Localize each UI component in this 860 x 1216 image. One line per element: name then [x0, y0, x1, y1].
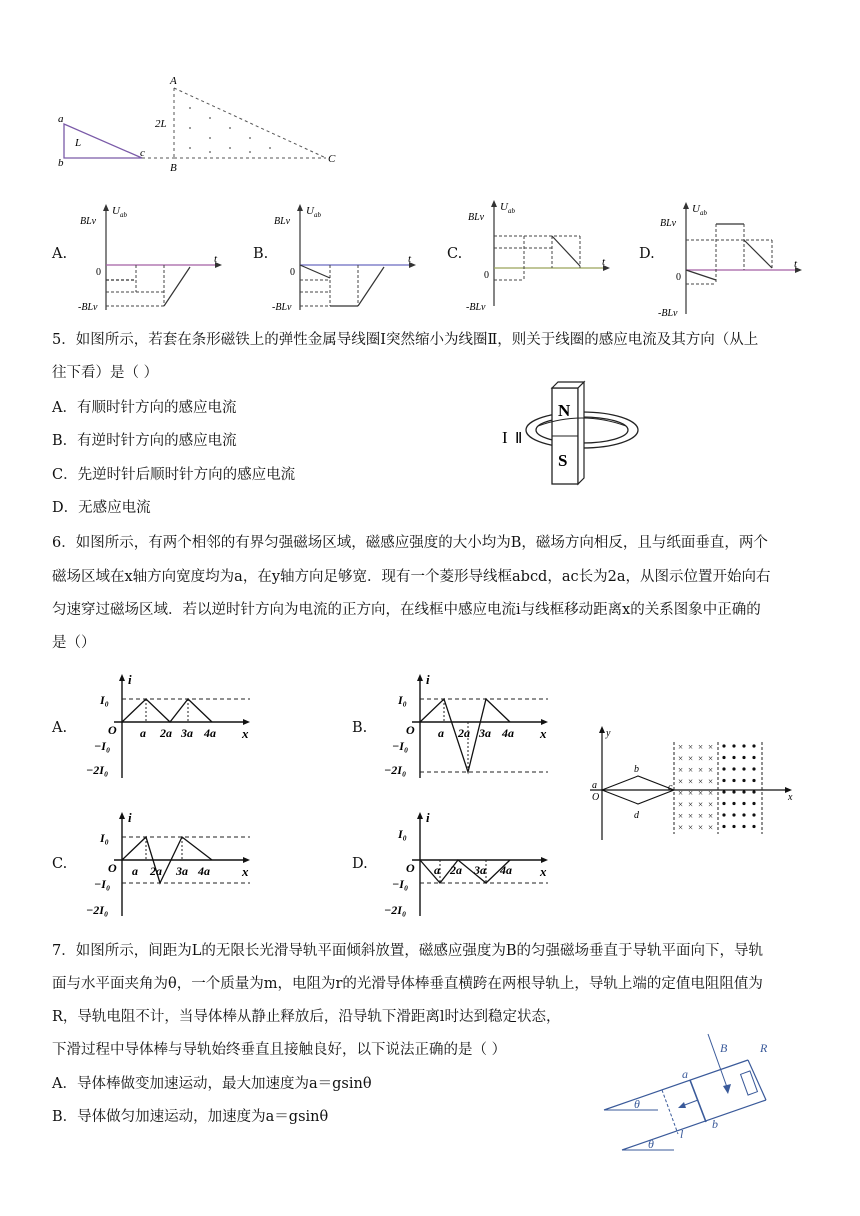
- field-out-of-page-mark: [732, 813, 735, 816]
- svg-text:O: O: [406, 861, 415, 875]
- svg-text:−I₀: −I₀: [392, 877, 409, 891]
- q7-option-a[interactable]: A．导体棒做变加速运动，最大加速度为a＝gsinθ: [52, 1076, 372, 1092]
- field-out-of-page-mark: [722, 825, 725, 828]
- svg-text:0: 0: [290, 267, 295, 278]
- q4-label-c: c: [140, 147, 145, 159]
- svg-text:0: 0: [96, 267, 101, 278]
- svg-text:B: B: [720, 1041, 728, 1055]
- field-into-page-mark: ×: [708, 776, 714, 787]
- svg-text:2a: 2a: [160, 726, 172, 740]
- svg-text:t: t: [602, 256, 606, 268]
- field-into-page-mark: ×: [688, 776, 694, 787]
- field-into-page-mark: ×: [708, 765, 714, 775]
- q6-option-a-label: A.: [52, 720, 68, 736]
- q4-label-A: A: [170, 75, 177, 87]
- svg-text:i: i: [128, 672, 132, 687]
- svg-text:t: t: [794, 258, 798, 270]
- svg-text:O: O: [108, 723, 117, 737]
- field-into-page-mark: ×: [688, 753, 694, 764]
- q7-stem-line2: 面与水平面夹角为θ，一个质量为m，电阻为r的光滑导体棒垂直横跨在两根导轨上，导轨上端的定值电阻阻值为: [52, 976, 763, 992]
- field-into-page-mark: ×: [708, 742, 714, 752]
- svg-text:O: O: [592, 792, 600, 803]
- svg-text:4a: 4a: [198, 864, 210, 878]
- q7-option-b[interactable]: B．导体做匀加速运动，加速度为a＝gsinθ: [52, 1109, 329, 1125]
- q5-label-I: I: [502, 428, 508, 447]
- q4-label-L: L: [75, 137, 82, 149]
- svg-text:d: d: [634, 810, 639, 821]
- field-out-of-page-mark: [752, 779, 755, 782]
- svg-text:I₀: I₀: [398, 693, 407, 707]
- field-into-page-mark: ×: [698, 811, 704, 821]
- q6-option-b-label: B.: [352, 720, 368, 736]
- q5-magnet-figure: [496, 380, 646, 488]
- field-out-of-page-mark: [732, 790, 735, 793]
- svg-text:b: b: [712, 1117, 718, 1131]
- svg-text:a: a: [438, 726, 444, 740]
- q7-stem-line3: R，导轨电阻不计，当导体棒从静止释放后，沿导轨下滑距离l时达到稳定状态，: [52, 1009, 561, 1025]
- svg-text:a: a: [434, 863, 440, 877]
- svg-text:t: t: [408, 253, 412, 265]
- svg-text:2a: 2a: [450, 863, 462, 877]
- svg-text:a: a: [682, 1067, 688, 1081]
- svg-text:R: R: [760, 1041, 768, 1055]
- field-into-page-mark: ×: [708, 753, 714, 764]
- field-into-page-mark: ×: [688, 788, 694, 798]
- field-out-of-page-mark: [752, 756, 755, 759]
- svg-text:x: x: [540, 864, 547, 879]
- q4-label-B: B: [170, 162, 177, 172]
- field-into-page-mark: ×: [698, 765, 704, 775]
- q6-option-d-graph[interactable]: [376, 808, 556, 920]
- q4-option-d-graph[interactable]: [658, 200, 808, 318]
- svg-text:−2I₀: −2I₀: [384, 763, 407, 777]
- field-into-page-mark: ×: [678, 788, 684, 798]
- svg-text:3a: 3a: [479, 726, 491, 740]
- field-out-of-page-mark: [732, 756, 735, 759]
- field-out-of-page-mark: [742, 767, 745, 770]
- field-out-of-page-mark: [742, 790, 745, 793]
- field-into-page-mark: ×: [678, 753, 684, 764]
- svg-text:ab: ab: [508, 207, 515, 215]
- q6-stem-line2: 磁场区域在x轴方向宽度均为a，在y轴方向足够宽．现有一个菱形导线框abcd，ac长为2a，从图示位置开始向右: [52, 569, 771, 585]
- svg-text:U: U: [500, 201, 508, 213]
- svg-text:I₀: I₀: [398, 827, 407, 841]
- svg-text:4a: 4a: [502, 726, 514, 740]
- field-into-page-mark: ×: [708, 822, 714, 833]
- field-out-of-page-mark: [722, 790, 725, 793]
- svg-text:a: a: [140, 726, 146, 740]
- q7-rail-figure: [598, 1030, 778, 1154]
- field-out-of-page-mark: [752, 802, 755, 805]
- svg-text:b: b: [634, 764, 639, 775]
- svg-text:-BLv: -BLv: [272, 302, 292, 313]
- field-into-page-mark: ×: [678, 799, 684, 810]
- field-into-page-mark: ×: [688, 765, 694, 775]
- q6-option-a-graph[interactable]: [78, 670, 258, 782]
- svg-text:ab: ab: [314, 211, 321, 219]
- q5-option-b[interactable]: B．有逆时针方向的感应电流: [52, 433, 237, 449]
- q7-stem-line4: 下滑过程中导体棒与导轨始终垂直且接触良好，以下说法正确的是（ ）: [52, 1042, 507, 1058]
- svg-text:−I₀: −I₀: [94, 739, 111, 753]
- field-out-of-page-mark: [722, 802, 725, 805]
- field-into-page-mark: ×: [698, 788, 704, 798]
- field-out-of-page-mark: [742, 779, 745, 782]
- svg-text:a: a: [592, 780, 597, 791]
- q4-option-d-label: D.: [639, 246, 655, 262]
- q4-label-C: C: [328, 153, 336, 165]
- field-out-of-page-mark: [732, 825, 735, 828]
- q4-label-a: a: [58, 113, 64, 125]
- svg-text:BLv: BLv: [660, 218, 677, 229]
- svg-text:0: 0: [484, 270, 489, 281]
- svg-text:3a: 3a: [474, 863, 486, 877]
- field-out-of-page-mark: [732, 744, 735, 747]
- svg-text:I₀: I₀: [100, 693, 109, 707]
- field-out-of-page-mark: [722, 756, 725, 759]
- svg-text:−2I₀: −2I₀: [86, 763, 109, 777]
- q6-option-b-graph[interactable]: [376, 670, 556, 782]
- field-into-page-mark: ×: [708, 811, 714, 821]
- q4-option-a-label: A.: [52, 246, 68, 262]
- svg-text:4a: 4a: [204, 726, 216, 740]
- field-into-page-mark: ×: [678, 765, 684, 775]
- svg-text:U: U: [112, 205, 120, 217]
- q5-stem-line1: 5．如图所示，若套在条形磁铁上的弹性金属导线圈Ⅰ突然缩小为线圈Ⅱ，则关于线圈的感应电流及其方向（从上: [52, 332, 759, 348]
- q4-option-b-graph[interactable]: [272, 200, 422, 318]
- svg-text:θ: θ: [648, 1137, 654, 1151]
- svg-text:−2I₀: −2I₀: [86, 903, 109, 917]
- svg-text:a: a: [132, 864, 138, 878]
- field-out-of-page-mark: [722, 779, 725, 782]
- q5-label-N: N: [558, 401, 571, 420]
- svg-text:i: i: [426, 672, 430, 687]
- field-into-page-mark: ×: [708, 788, 714, 798]
- field-out-of-page-mark: [752, 813, 755, 816]
- svg-text:2a: 2a: [150, 864, 162, 878]
- q4-option-a-graph[interactable]: [78, 200, 228, 318]
- q7-stem-line1: 7．如图所示，间距为L的无限长光滑导轨平面倾斜放置，磁感应强度为B的匀强磁场垂直于导轨平面向下，导轨: [52, 943, 764, 959]
- field-into-page-mark: ×: [708, 799, 714, 810]
- q4-option-c-graph[interactable]: [466, 196, 616, 314]
- field-out-of-page-mark: [722, 744, 725, 747]
- q6-option-c-label: C.: [52, 856, 68, 872]
- svg-text:ab: ab: [700, 209, 707, 217]
- field-into-page-mark: ×: [698, 742, 704, 752]
- svg-text:2a: 2a: [458, 726, 470, 740]
- field-into-page-mark: ×: [688, 811, 694, 821]
- field-out-of-page-mark: [742, 813, 745, 816]
- field-out-of-page-mark: [722, 813, 725, 816]
- field-into-page-mark: ×: [698, 753, 704, 764]
- svg-text:θ: θ: [634, 1097, 640, 1111]
- q6-option-d-label: D.: [352, 856, 368, 872]
- svg-text:−I₀: −I₀: [392, 739, 409, 753]
- svg-text:x: x: [540, 726, 547, 741]
- svg-text:−2I₀: −2I₀: [384, 903, 407, 917]
- svg-text:BLv: BLv: [274, 216, 291, 227]
- svg-text:-BLv: -BLv: [658, 308, 678, 318]
- q4-setup-figure: [50, 72, 350, 172]
- field-out-of-page-mark: [742, 756, 745, 759]
- svg-text:O: O: [406, 723, 415, 737]
- q6-stem-line4: 是（）: [52, 635, 96, 651]
- field-out-of-page-mark: [742, 744, 745, 747]
- field-into-page-mark: ×: [678, 742, 684, 752]
- field-into-page-mark: ×: [688, 822, 694, 833]
- field-out-of-page-mark: [722, 767, 725, 770]
- field-into-page-mark: ×: [688, 799, 694, 810]
- field-into-page-mark: ×: [698, 776, 704, 787]
- svg-text:i: i: [426, 810, 430, 825]
- svg-text:t: t: [214, 253, 218, 265]
- svg-text:BLv: BLv: [468, 212, 485, 223]
- q4-label-b: b: [58, 157, 64, 169]
- svg-text:U: U: [692, 203, 700, 215]
- q4-option-b-label: B.: [253, 246, 269, 262]
- svg-text:−I₀: −I₀: [94, 877, 111, 891]
- svg-text:y: y: [606, 728, 611, 739]
- field-into-page-mark: ×: [698, 822, 704, 833]
- q6-option-c-graph[interactable]: [78, 808, 258, 920]
- field-into-page-mark: ×: [698, 799, 704, 810]
- q6-stem-line3: 匀速穿过磁场区域．若以逆时针方向为电流的正方向，在线框中感应电流i与线框移动距离x的关系图象中正确的: [52, 602, 761, 618]
- svg-text:l: l: [680, 1127, 684, 1141]
- field-into-page-mark: ×: [688, 742, 694, 752]
- svg-text:BLv: BLv: [80, 216, 97, 227]
- field-out-of-page-mark: [752, 790, 755, 793]
- field-into-page-mark: ×: [678, 776, 684, 787]
- svg-text:x: x: [788, 792, 793, 803]
- svg-text:I₀: I₀: [100, 831, 109, 845]
- q5-label-S: S: [558, 451, 568, 470]
- q4-label-2L: 2L: [155, 118, 167, 130]
- q5-label-II: Ⅱ: [515, 431, 523, 447]
- q5-option-a[interactable]: A．有顺时针方向的感应电流: [52, 400, 237, 416]
- q6-setup-figure: [584, 724, 800, 844]
- svg-text:x: x: [242, 864, 249, 879]
- svg-text:U: U: [306, 205, 314, 217]
- field-out-of-page-mark: [752, 767, 755, 770]
- field-out-of-page-mark: [752, 825, 755, 828]
- svg-text:O: O: [108, 861, 117, 875]
- svg-text:-BLv: -BLv: [466, 302, 486, 313]
- svg-text:0: 0: [676, 272, 681, 283]
- field-out-of-page-mark: [742, 825, 745, 828]
- svg-text:3a: 3a: [176, 864, 188, 878]
- field-out-of-page-mark: [732, 802, 735, 805]
- svg-text:4a: 4a: [500, 863, 512, 877]
- svg-text:i: i: [128, 810, 132, 825]
- svg-text:-BLv: -BLv: [78, 302, 98, 313]
- field-out-of-page-mark: [752, 744, 755, 747]
- q6-stem-line1: 6．如图所示，有两个相邻的有界匀强磁场区域，磁感应强度的大小均为B，磁场方向相反，且与纸面垂直，两个: [52, 535, 768, 551]
- field-into-page-mark: ×: [678, 822, 684, 833]
- field-out-of-page-mark: [742, 802, 745, 805]
- svg-text:x: x: [242, 726, 249, 741]
- field-out-of-page-mark: [732, 779, 735, 782]
- q4-option-c-label: C.: [447, 246, 463, 262]
- q5-option-d[interactable]: D．无感应电流: [52, 500, 151, 516]
- svg-text:ab: ab: [120, 211, 127, 219]
- svg-text:c: c: [668, 782, 673, 793]
- field-out-of-page-mark: [732, 767, 735, 770]
- svg-text:3a: 3a: [181, 726, 193, 740]
- q5-option-c[interactable]: C．先逆时针后顺时针方向的感应电流: [52, 467, 296, 483]
- q5-stem-line2: 往下看）是（ ）: [52, 365, 159, 381]
- field-into-page-mark: ×: [678, 811, 684, 821]
